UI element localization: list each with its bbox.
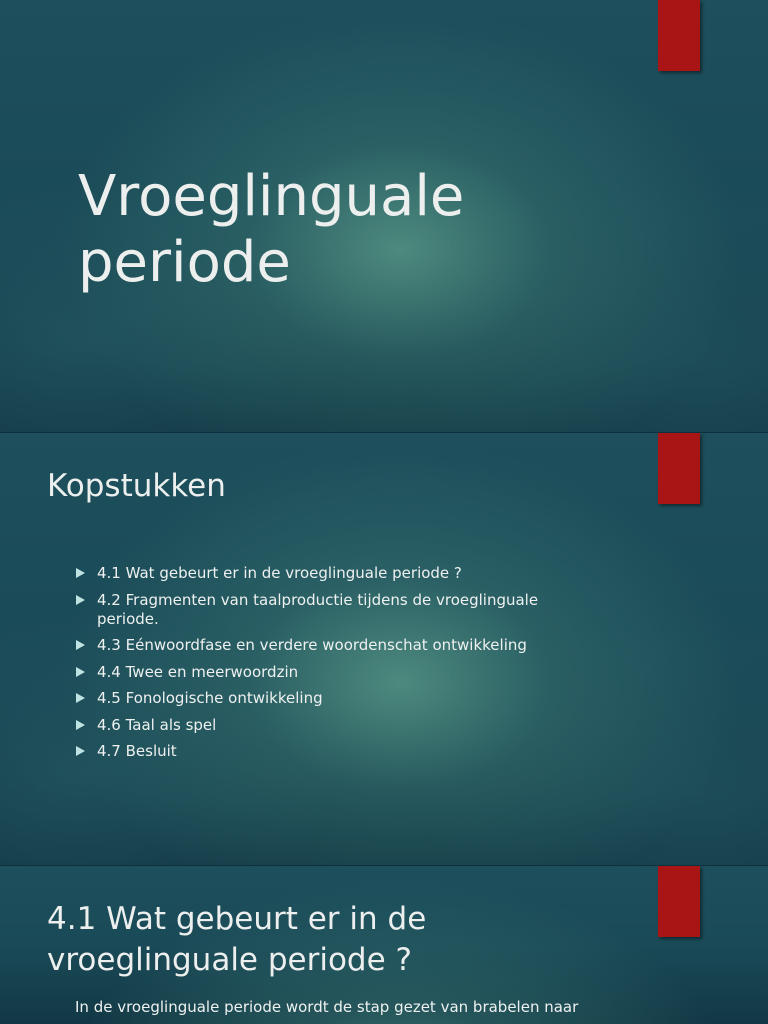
heading-line-2: vroeglinguale periode ? bbox=[47, 942, 412, 978]
slide-title-text bbox=[78, 164, 638, 296]
triangle-bullet-icon bbox=[76, 595, 85, 605]
slide-heading: Kopstukken bbox=[47, 468, 226, 504]
list-item bbox=[75, 689, 595, 708]
list-item bbox=[75, 636, 595, 655]
red-accent-bar bbox=[658, 866, 700, 937]
list-item-text: 4.6 Taal als spel bbox=[97, 715, 217, 734]
list-item-text: 4.7 Besluit bbox=[97, 742, 177, 760]
triangle-bullet-icon bbox=[76, 693, 85, 703]
slide-title bbox=[0, 0, 768, 432]
title-line-1: Vroeglinguale bbox=[78, 164, 465, 229]
triangle-bullet-icon bbox=[76, 640, 85, 650]
list-item-text: 4.5 Fonologische ontwikkeling bbox=[97, 689, 323, 707]
title-line-2: periode bbox=[78, 230, 291, 295]
list-item-text: 4.1 Wat gebeurt er in de vroeglinguale periode ? bbox=[97, 564, 462, 582]
list-item bbox=[75, 663, 595, 682]
list-item bbox=[75, 591, 595, 629]
slide-section-4-1 bbox=[0, 866, 768, 1024]
slide-heading bbox=[47, 899, 607, 981]
list-item-text: 4.3 Eénwoordfase en verdere woordenschat ontwikkeling bbox=[97, 636, 527, 654]
red-accent-bar bbox=[658, 433, 700, 504]
red-accent-bar bbox=[658, 0, 700, 71]
slide-contents bbox=[0, 433, 768, 865]
triangle-bullet-icon bbox=[76, 568, 85, 578]
triangle-bullet-icon bbox=[76, 720, 85, 730]
body-paragraph: In de vroeglinguale periode wordt de stap gezet van brabelen naar bbox=[75, 998, 579, 1016]
contents-list bbox=[75, 564, 595, 769]
list-item-text: 4.2 Fragmenten van taalproductie tijdens de vroeglinguale periode. bbox=[97, 590, 539, 628]
triangle-bullet-icon bbox=[76, 667, 85, 677]
list-item bbox=[75, 742, 595, 761]
list-item bbox=[75, 716, 595, 735]
heading-line-1: 4.1 Wat gebeurt er in de bbox=[47, 901, 427, 937]
list-item bbox=[75, 564, 595, 583]
list-item-text: 4.4 Twee en meerwoordzin bbox=[97, 662, 299, 681]
triangle-bullet-icon bbox=[76, 746, 85, 756]
